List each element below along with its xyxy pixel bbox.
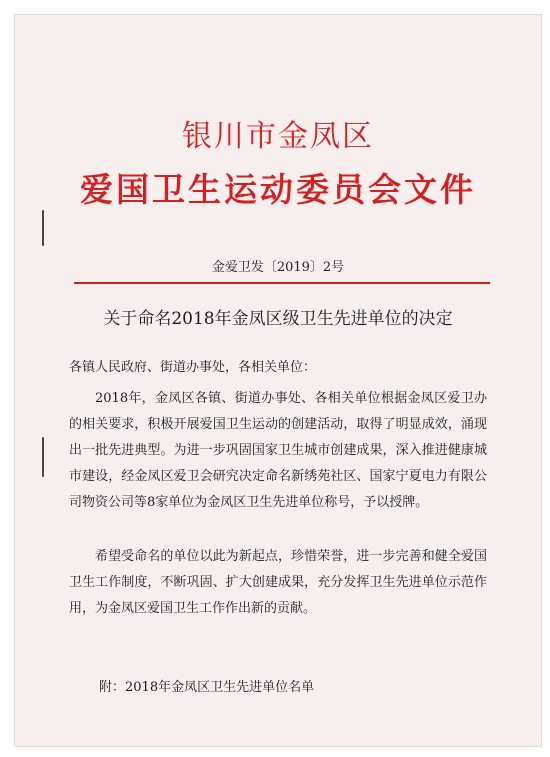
body-paragraph-1: 2018年，金凤区各镇、街道办事处、各相关单位根据金凤区爱卫办的相关要求，积极开展爱国卫生运动的创建活动，取得了明显成效，涌现出一批先进典型。为进一步巩固国家卫生城市创建成果，深入推进健康城市建设，经金凤区爱卫会研究决定命名新绣苑社区、国家宁夏电力有限公司物资公司等8家单位为金凤区卫生先进单位称号，予以授牌。 bbox=[69, 391, 487, 510]
issuing-organization: 银川市金凤区 bbox=[182, 119, 374, 154]
document-title: 关于命名2018年金凤区级卫生先进单位的决定 bbox=[103, 309, 453, 329]
body-paragraph-2: 希望受命名的单位以此为新起点，珍惜荣誉，进一步完善和健全爱国卫生工作制度，不断巩固、扩大创建成果，充分发挥卫生先进单位示范作用，为金凤区爱国卫生工作作出新的贡献。 bbox=[69, 549, 487, 616]
red-separator-line bbox=[74, 282, 490, 284]
addressee: 各镇人民政府、街道办事处，各相关单位： bbox=[69, 360, 317, 375]
committee-name: 爱国卫生运动委员会文件 bbox=[80, 170, 476, 209]
attachment-note: 附：2018年金凤区卫生先进单位名单 bbox=[99, 680, 315, 695]
binding-mark bbox=[42, 437, 44, 477]
binding-mark bbox=[42, 210, 44, 246]
document-page bbox=[14, 14, 542, 747]
document-number: 金爱卫发〔2019〕2号 bbox=[211, 260, 345, 275]
